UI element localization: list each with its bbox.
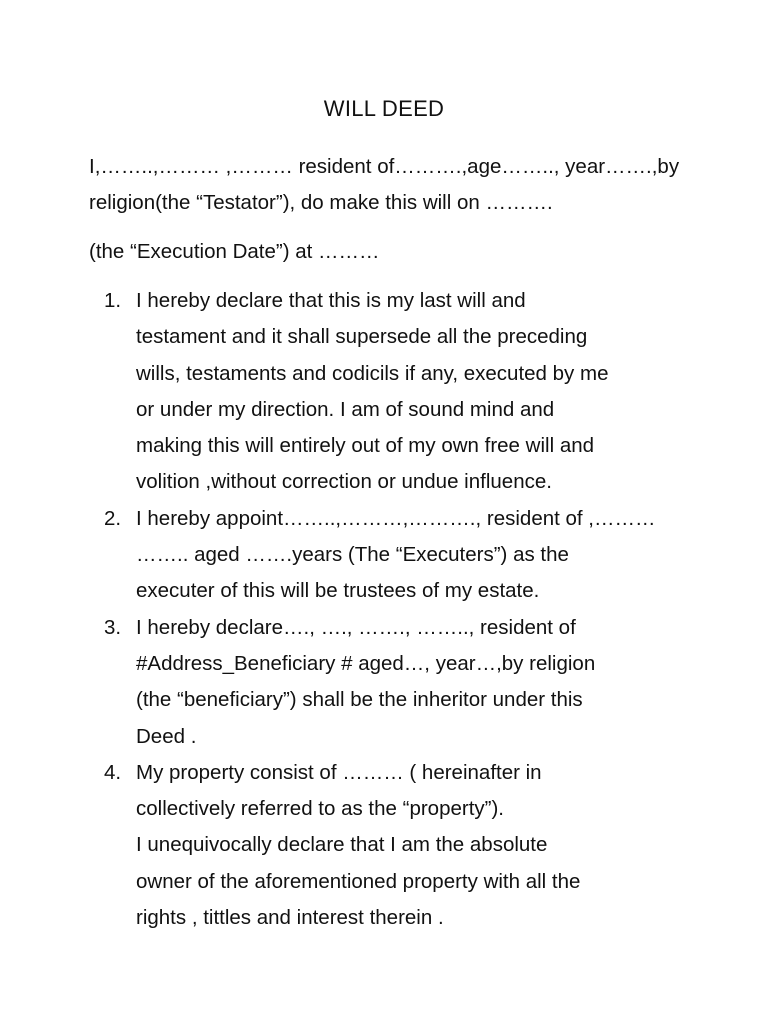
intro-line: I,……..,……… ,……… resident of……….,age…….., year…….,by [89,155,680,178]
clause-number: 3. [104,615,122,639]
clause-4 [104,755,704,936]
clause-2 [104,501,704,610]
clause-line: wills, testaments and codicils if any, executed by me [136,361,609,385]
clause-line: I hereby appoint……..,………,………., resident of ,……… [136,506,656,530]
clause-line: collectively referred to as the “property”). [136,797,504,821]
clause-text [136,501,704,610]
clause-line: (the “beneficiary”) shall be the inheritor under this [136,688,583,712]
clause-text [136,755,704,936]
clause-text [136,610,704,755]
execution-date-line: (the “Execution Date”) at ……… [89,240,380,263]
clause-line: Deed . [136,724,197,748]
intro-line: religion(the “Testator”), do make this will on ………. [89,191,553,214]
clause-line: making this will entirely out of my own free will and [136,434,595,458]
clause-line: …….. aged …….years (The “Executers”) as the [136,543,569,567]
document-title: WILL DEED [323,96,445,121]
clause-text [136,283,704,501]
clause-line: I hereby declare that this is my last will and [136,289,526,312]
intro-paragraph [89,149,709,221]
clause-3 [104,610,704,755]
clause-line: #Address_Beneficiary # aged…, year…,by religion [136,651,596,675]
clause-line: executer of this will be trustees of my estate. [136,579,540,603]
clause-line: owner of the aforementioned property with all the [136,869,581,893]
clause-number: 4. [104,760,122,784]
clause-line: I unequivocally declare that I am the absolute [136,833,548,857]
clause-line: rights , tittles and interest therein . [136,906,444,930]
clause-line: My property consist of ……… ( hereinafter in [136,760,542,784]
clause-line: or under my direction. I am of sound mind and [136,397,555,421]
clause-line: volition ,without correction or undue influence. [136,470,552,494]
intro-section [89,149,709,270]
clause-1 [104,283,704,501]
clause-line: I hereby declare…., …., ……., …….., resident of [136,615,576,639]
clause-list [104,283,704,936]
clause-number: 1. [104,289,122,312]
clause-number: 2. [104,506,122,530]
clause-line: testament and it shall supersede all the preceding [136,325,588,349]
